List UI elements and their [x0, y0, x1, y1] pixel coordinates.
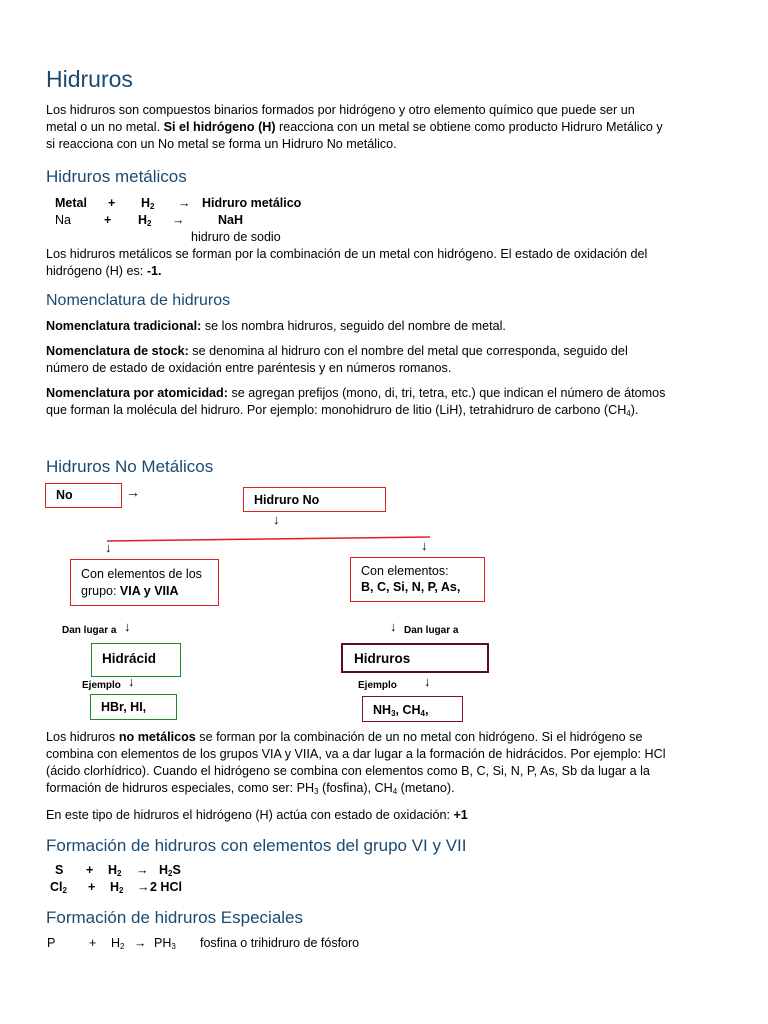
box-hidracid: Hidrácid	[91, 643, 181, 677]
box-right-group: Con elementos: B, C, Si, N, P, As,	[350, 557, 485, 602]
intro-line: Los hidruros son compuestos binarios formados por hidrógeno y otro elemento químico que puede ser un	[46, 103, 635, 117]
section-heading-especiales: Formación de hidruros Especiales	[46, 908, 304, 927]
box-no-metal: No	[45, 483, 122, 508]
box-hidruros: Hidruros	[341, 643, 489, 673]
section-heading-nomenclatura: Nomenclatura de hidruros	[46, 292, 231, 309]
nomenclatura-tradicional: Nomenclatura tradicional: se los nombra hidruros, seguido del nombre de metal.	[46, 319, 506, 333]
oxidation-state-paragraph: En este tipo de hidruros el hidrógeno (H) actúa con estado de oxidación: +1	[46, 808, 468, 822]
no-metalicos-paragraph: Los hidruros no metálicos se forman por la combinación de un no metal con hidrógeno. Si el hidrógeno se combina con elementos de los grupos VIA y VIIA, va a dar lugar a la formación de hidrácidos. Por ejemplo: HCl (ácido clorhídrico). Cuando el hidrógeno se combina con elementos como B, C, Si, N, P, As, Sb da lugar a la formación de hidruros especiales, como ser: $PH_3$ (fosfina), $CH_4$ (metano).	[46, 730, 666, 796]
label-ejemplo-right: Ejemplo	[358, 680, 397, 691]
arrow-down-icon: ↓	[421, 538, 428, 553]
arrow-down-icon: ↓	[105, 540, 112, 555]
arrow-right-icon: →	[126, 484, 140, 500]
arrow-down-icon: ↓	[390, 619, 397, 634]
nomenclatura-stock: Nomenclatura de stock: se denomina al hidruro con el nombre del metal que corresponda, seguido del número de estado de oxidación entre paréntesis y en números romanos.	[46, 344, 628, 375]
metalicos-paragraph: Los hidruros metálicos se forman por la combinación de un metal con hidrógeno. El estado de oxidación del hidrógeno (H) es: -1.	[46, 247, 648, 278]
label-dan-lugar-left: Dan lugar a	[62, 625, 117, 636]
box-left-group: Con elementos de los grupo: VIA y VIIA	[70, 559, 219, 606]
label-dan-lugar-right: Dan lugar a	[404, 625, 459, 636]
section-heading-metalicos: Hidruros metálicos	[46, 167, 187, 186]
nomenclatura-atomicidad: Nomenclatura por atomicidad: se agregan prefijos (mono, di, tri, tetra, etc.) que indican el número de átomos que forman la molécula del hidruro. Por ejemplo: monohidruro de litio (LiH), tetrahidruro de carbono $(CH_4)$.	[46, 386, 666, 418]
box-hidruro-no: Hidruro No	[243, 487, 386, 512]
equation-note: hidruro de sodio	[191, 230, 281, 244]
arrow-down-icon: ↓	[124, 619, 131, 634]
arrow-down-icon: ↓	[424, 674, 431, 689]
intro-line: si reacciona con un No metal se forma un Hidruro No metálico.	[46, 137, 397, 151]
box-example-left: HBr, HI,	[90, 694, 177, 720]
section-heading-grupo: Formación de hidruros con elementos del grupo VI y VII	[46, 836, 467, 855]
page-title: Hidruros	[46, 66, 133, 92]
arrow-down-icon: ↓	[273, 512, 280, 527]
section-heading-no-metalicos: Hidruros No Metálicos	[46, 457, 214, 476]
arrow-down-icon: ↓	[128, 674, 135, 689]
intro-line: metal o un no metal. Si el hidrógeno (H) reacciona con un metal se obtiene como producto Hidruro Metálico y	[46, 120, 663, 134]
label-ejemplo-left: Ejemplo	[82, 680, 121, 691]
box-example-right: $NH_3$, $CH_4$,	[362, 696, 463, 722]
